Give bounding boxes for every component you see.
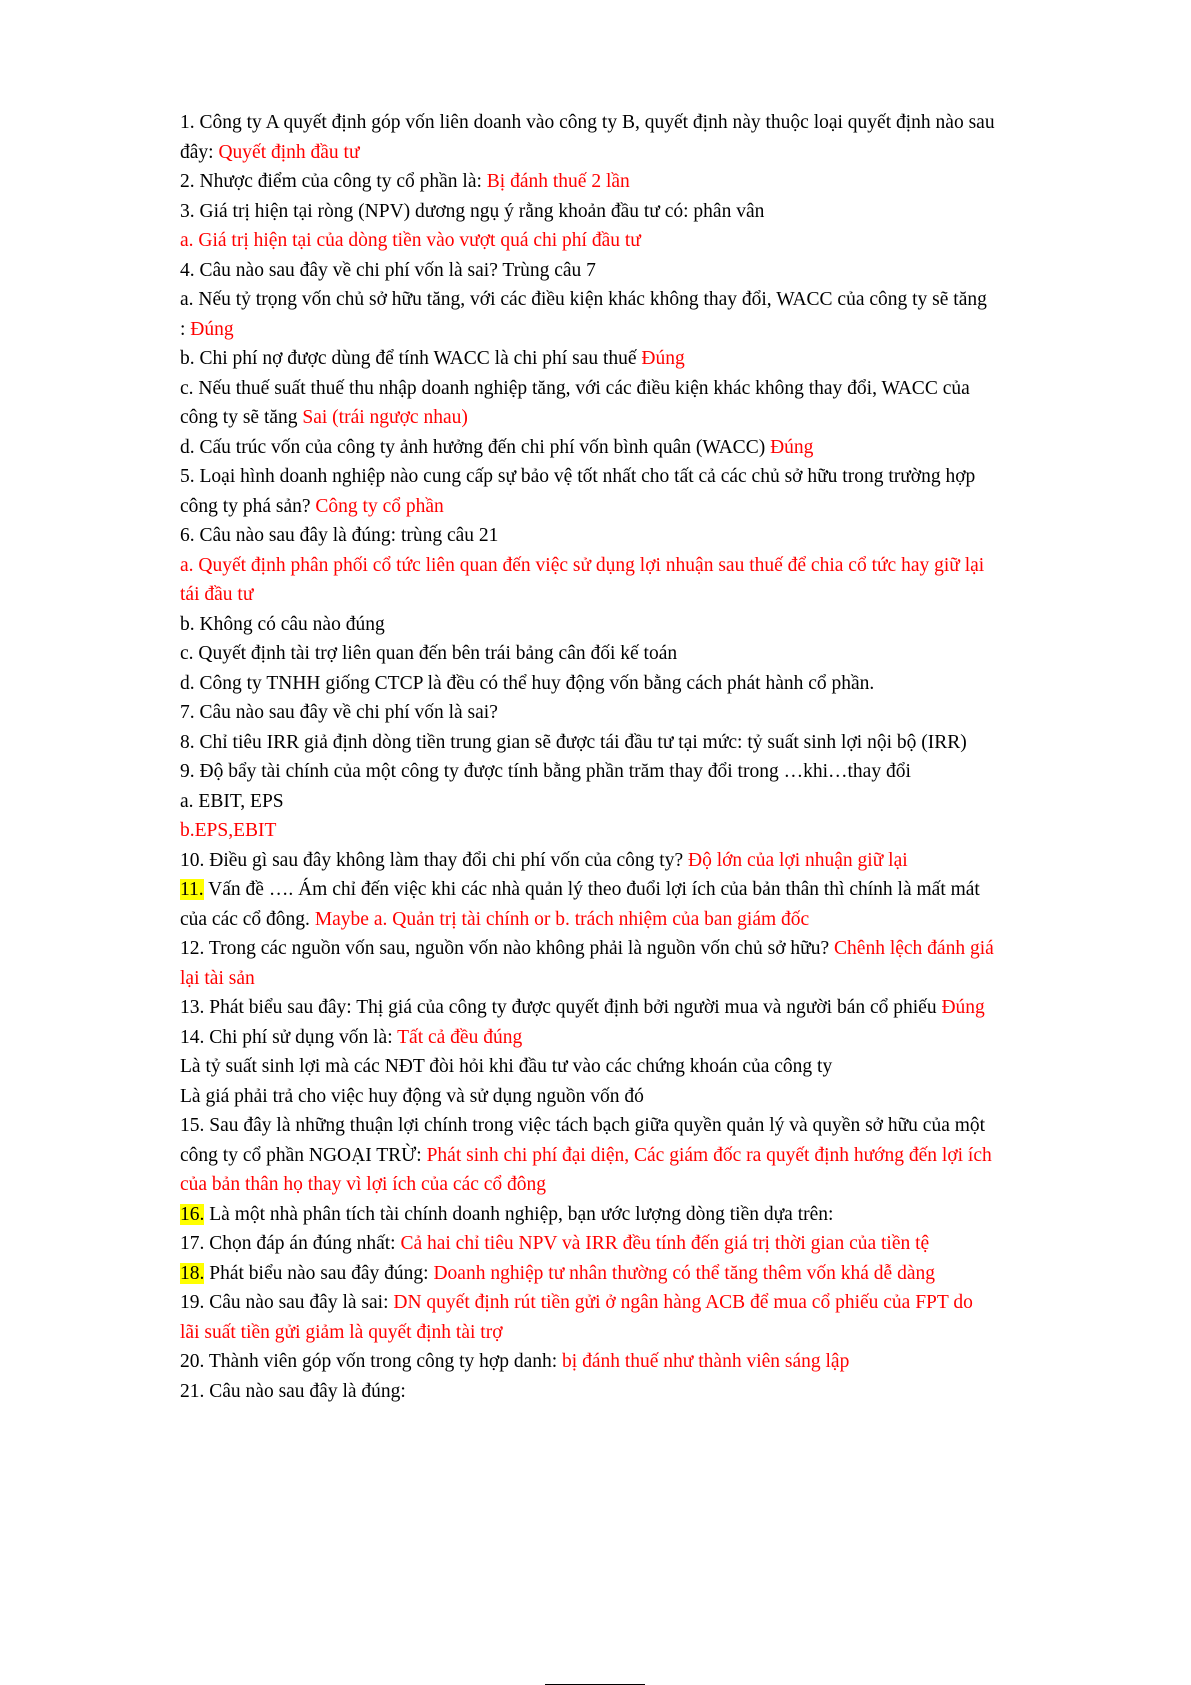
line-segment: 10. Điều gì sau đây không làm thay đổi chi phí vốn của công ty? <box>180 849 688 871</box>
line-segment: d. Công ty TNHH giống CTCP là đều có thể huy động vốn bằng cách phát hành cổ phần. <box>180 672 875 694</box>
line-segment: Doanh nghiệp tư nhân thường có thể tăng thêm vốn khá dễ dàng <box>433 1262 935 1284</box>
line-segment: Phát sinh chi phí đại diện, Các giám đốc ra quyết định hướng đến lợi ích của bản thân họ thay vì lợi ích của các cổ đông <box>180 1144 992 1195</box>
line-segment: Bị đánh thuế 2 lần <box>486 171 630 192</box>
line-segment: a. Giá trị hiện tại của dòng tiền vào vượt quá chi phí đầu tư <box>180 230 641 251</box>
line-segment: Đúng <box>941 997 985 1018</box>
line-segment: 15. Sau đây là những thuận lợi chính trong việc tách bạch giữa quyền quản lý và quyền sở hữu của một công ty cổ phần NGOẠI TRỪ: <box>180 1115 986 1166</box>
line-segment: Là giá phải trả cho việc huy động và sử dụng nguồn vốn đó <box>180 1085 644 1107</box>
document-line <box>180 226 996 256</box>
line-segment: Phát biểu nào sau đây đúng: <box>204 1262 434 1284</box>
line-segment: bị đánh thuế như thành viên sáng lập <box>562 1351 850 1372</box>
document-line <box>180 374 996 433</box>
document-line <box>180 462 996 521</box>
line-segment: a. Nếu tỷ trọng vốn chủ sở hữu tăng, với các điều kiện khác không thay đổi, WACC của công ty sẽ tăng : <box>180 289 987 340</box>
line-segment: 3. Giá trị hiện tại ròng (NPV) dương ngụ ý rằng khoản đầu tư có: phân vân <box>180 200 765 222</box>
line-segment: Là tỷ suất sinh lợi mà các NĐT đòi hỏi khi đầu tư vào các chứng khoán của công ty <box>180 1056 833 1077</box>
line-segment: Sai (trái ngược nhau) <box>302 407 468 428</box>
document-line <box>180 1259 996 1289</box>
document-line <box>180 433 996 463</box>
line-segment: 6. Câu nào sau đây là đúng: trùng câu 21 <box>180 525 499 546</box>
document-line <box>180 639 996 669</box>
line-segment: 4. Câu nào sau đây về chi phí vốn là sai? Trùng câu 7 <box>180 259 596 281</box>
line-segment: 17. Chọn đáp án đúng nhất: <box>180 1233 401 1254</box>
document-line <box>180 846 996 876</box>
document-line <box>180 875 996 934</box>
line-segment: 16. <box>180 1203 205 1225</box>
line-segment: Chênh lệch đánh giá lại tài sản <box>180 938 994 989</box>
line-segment: a. Quyết định phân phối cổ tức liên quan đến việc sử dụng lợi nhuận sau thuế để chia cổ tức hay giữ lại tái đầu tư <box>180 554 985 605</box>
line-segment: 8. Chỉ tiêu IRR giả định dòng tiền trung gian sẽ được tái đầu tư tại mức: tỷ suất sinh lợi nội bộ (IRR) <box>180 731 967 753</box>
line-segment: 1. Công ty A quyết định góp vốn liên doanh vào công ty B, quyết định này thuộc loại quyết định nào sau đây: <box>180 112 995 163</box>
line-segment: 5. Loại hình doanh nghiệp nào cung cấp sự bảo vệ tốt nhất cho tất cả các chủ sở hữu trong trường hợp công ty phá sản? <box>180 466 976 517</box>
line-segment: b.EPS,EBIT <box>180 820 277 841</box>
document-line <box>180 698 996 728</box>
line-segment: 14. Chi phí sử dụng vốn là: <box>180 1026 398 1048</box>
line-segment: Là một nhà phân tích tài chính doanh nghiệp, bạn ước lượng dòng tiền dựa trên: <box>204 1203 834 1225</box>
document-line <box>180 1288 996 1347</box>
line-segment: 9. Độ bẩy tài chính của một công ty được tính bằng phần trăm thay đổi trong …khi…thay đổi <box>180 761 911 782</box>
line-segment: a. EBIT, EPS <box>180 790 284 812</box>
document-line <box>180 787 996 817</box>
line-segment: c. Nếu thuế suất thuế thu nhập doanh nghiệp tăng, với các điều kiện khác không thay đổi, WACC của công ty sẽ tăng <box>180 377 970 428</box>
line-segment: DN quyết định rút tiền gửi ở ngân hàng ACB để mua cổ phiếu của FPT do lãi suất tiền gửi giảm là quyết định tài trợ <box>180 1292 973 1343</box>
line-segment: d. Cấu trúc vốn của công ty ảnh hưởng đến chi phí vốn bình quân (WACC) <box>180 436 771 458</box>
line-segment: Độ lớn của lợi nhuận giữ lại <box>687 849 908 871</box>
line-segment: c. Quyết định tài trợ liên quan đến bên trái bảng cân đối kế toán <box>180 643 678 664</box>
line-segment: Đúng <box>770 436 814 458</box>
line-segment: Công ty cổ phần <box>315 495 444 517</box>
document-line <box>180 1229 996 1259</box>
line-segment: Tất cả đều đúng <box>397 1026 523 1048</box>
line-segment: 7. Câu nào sau đây về chi phí vốn là sai? <box>180 702 498 723</box>
line-segment: 13. Phát biểu sau đây: Thị giá của công ty được quyết định bởi người mua và người bán cổ phiếu <box>180 997 942 1018</box>
line-segment: b. Chi phí nợ được dùng để tính WACC là chi phí sau thuế <box>180 348 642 369</box>
line-segment: 2. Nhược điểm của công ty cổ phần là: <box>180 171 487 192</box>
document-line <box>180 816 996 846</box>
line-segment: Vấn đề …. Ám chỉ đến việc khi các nhà quản lý theo đuổi lợi ích của bản thân thì chính là mất mát của các cổ đông. <box>180 879 980 930</box>
line-segment: Quyết định đầu tư <box>218 141 360 163</box>
line-segment: 11. <box>180 879 204 900</box>
line-segment: b. Không có câu nào đúng <box>180 613 385 635</box>
document-line <box>180 728 996 758</box>
document-line <box>180 934 996 993</box>
document-line <box>180 1377 996 1407</box>
document-line <box>180 610 996 640</box>
document-line <box>180 521 996 551</box>
document-line <box>180 1023 996 1053</box>
document-line <box>180 757 996 787</box>
document-line <box>180 1052 996 1082</box>
document-line <box>180 256 996 286</box>
line-segment: 20. Thành viên góp vốn trong công ty hợp danh: <box>180 1351 563 1372</box>
document-line <box>180 167 996 197</box>
document-line <box>180 197 996 227</box>
document-line <box>180 285 996 344</box>
document-line <box>180 108 996 167</box>
line-segment: Cả hai chỉ tiêu NPV và IRR đều tính đến giá trị thời gian của tiền tệ <box>400 1233 930 1254</box>
document-line <box>180 1347 996 1377</box>
document-line <box>180 669 996 699</box>
document-body <box>180 108 996 1406</box>
line-segment: Đúng <box>190 318 234 340</box>
line-segment: 19. Câu nào sau đây là sai: <box>180 1292 394 1313</box>
line-segment: 21. Câu nào sau đây là đúng: <box>180 1380 406 1402</box>
line-segment: 12. Trong các nguồn vốn sau, nguồn vốn nào không phải là nguồn vốn chủ sở hữu? <box>180 938 835 959</box>
line-segment: Maybe a. Quản trị tài chính or b. trách nhiệm của ban giám đốc <box>314 908 810 930</box>
document-line <box>180 344 996 374</box>
document-line <box>180 1200 996 1230</box>
document-line <box>180 551 996 610</box>
document-line <box>180 1111 996 1200</box>
line-segment: 18. <box>180 1262 205 1284</box>
document-line <box>180 993 996 1023</box>
line-segment: Đúng <box>641 348 685 369</box>
document-line <box>180 1082 996 1112</box>
